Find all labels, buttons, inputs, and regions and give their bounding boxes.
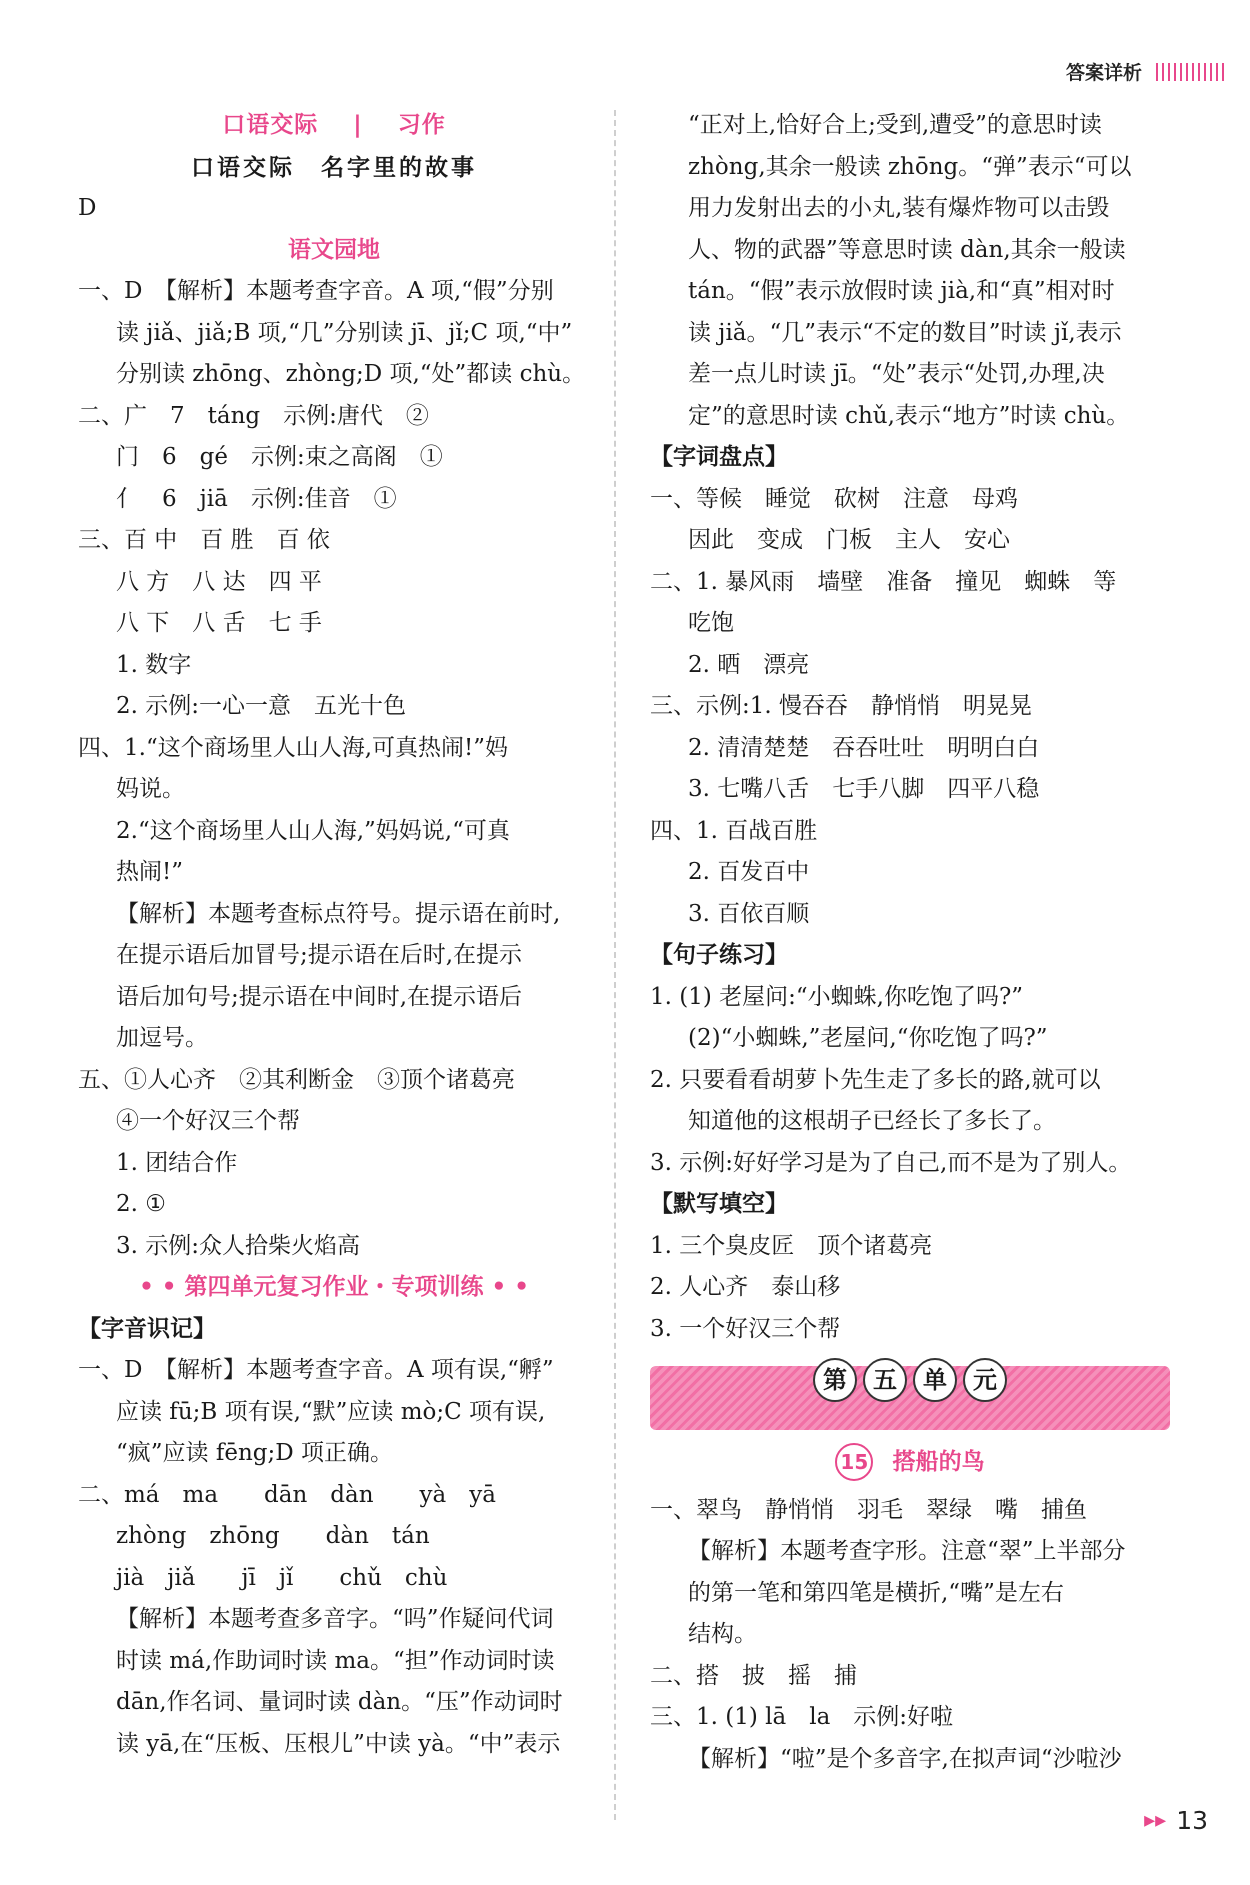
page-footer [1144,1806,1208,1835]
answer-line: 【解析】本题考查多音字。“吗”作疑问代词 [116,1606,554,1632]
answer-line: 应读 fū;B 项有误,“默”应读 mò;C 项有误, [116,1398,546,1425]
answer-line: 2. 晒 漂亮 [688,651,810,678]
answer-line: 三、示例:1. 慢吞吞 静悄悄 明晃晃 [650,693,1033,719]
answer-line: 分别读 zhōng、zhòng;D 项,“处”都读 chù。 [116,361,586,387]
answer-line: 一、等候 睡觉 砍树 注意 母鸡 [650,485,1018,512]
answer-line: dān,作名词、量词时读 dàn。“压”作动词时 [116,1689,563,1715]
answer-line: 亻 6 jiā 示例:佳音 ① [116,485,397,512]
answer-line: 2. 人心齐 泰山移 [650,1274,841,1300]
answer-line: 门 6 gé 示例:束之高阁 ① [116,444,443,470]
answer-line: 2. ① [116,1191,166,1217]
answer-line: 四、1.“这个商场里人山人海,可真热闹!”妈 [78,734,509,761]
left-lines2 [78,1350,590,1765]
right-lines-mo [650,1226,1170,1351]
answer-line: 定”的意思时读 chǔ,表示“地方”时读 chù。 [688,402,1130,429]
answer-line: 【解析】本题考查字形。注意“翠”上半部分 [688,1538,1126,1564]
answer-line: 五、①人心齐 ②其利断金 ③顶个诸葛亮 [78,1066,515,1093]
answer-line: 【解析】本题考查标点符号。提示语在前时, [116,900,561,927]
unit-char: 单 [913,1358,957,1402]
answer-line: 结构。 [688,1621,757,1647]
answer-line: tán。“假”表示放假时读 jià,和“真”相对时 [688,278,1115,304]
answer-line: 一、D 【解析】本题考查字音。A 项有误,“孵” [78,1357,554,1383]
answer-line: 吃饱 [688,610,734,636]
section-title-yuwen: 语文园地 [288,236,380,263]
answer-line: 1. 三个臭皮匠 顶个诸葛亮 [650,1232,933,1259]
heading-zici: 【字词盘点】 [650,444,788,470]
answer-line: 用力发射出去的小丸,装有爆炸物可以击毁 [688,195,1110,221]
answer-line: 语后加句号;提示语在中间时,在提示语后 [116,983,523,1010]
answer-line: 热闹!” [116,859,184,885]
answer-line: 3. 示例:好好学习是为了自己,而不是为了别人。 [650,1149,1132,1176]
right-lines-15 [650,1490,1170,1781]
answer-line: 因此 变成 门板 主人 安心 [688,527,1010,553]
answer-line: 妈说。 [116,776,185,802]
nav-writing: 习作 [397,112,446,138]
answer-line: (2)“小蜘蛛,”老屋问,“你吃饱了吗?” [688,1025,1048,1051]
answer-line: 一、D 【解析】本题考查字音。A 项,“假”分别 [78,278,554,304]
oral-subtitle: 口语交际 名字里的故事 [191,153,477,181]
answer-line: 在提示语后加冒号;提示语在后时,在提示 [116,942,523,968]
answer-line: 的第一笔和第四笔是横折,“嘴”是左右 [688,1579,1064,1606]
answer-line: 人、物的武器”等意思时读 dàn,其余一般读 [688,236,1126,263]
left-lines [78,271,590,1267]
unit-banner [650,1366,1170,1430]
header-title: 答案详析 [1065,62,1142,84]
answer-line: “疯”应读 fēng;D 项正确。 [116,1440,393,1466]
arrow-icon: ▸▸ [1144,1808,1167,1833]
answer-line: 加逗号。 [116,1025,208,1051]
answer-line: 1. (1) 老屋问:“小蜘蛛,你吃饱了吗?” [650,983,1024,1010]
nav-oral: 口语交际 [222,112,319,138]
unit-char: 五 [863,1358,907,1402]
heading-juzi: 【句子练习】 [650,942,788,968]
answer-line: 时读 má,作助词时读 ma。“担”作动词时读 [116,1647,555,1674]
column-divider [614,110,616,1820]
right-lines-ju [650,977,1170,1185]
answer-line: “正对上,恰好合上;受到,遭受”的意思时读 [688,112,1102,138]
page-header [1066,58,1228,85]
unit-char: 元 [963,1358,1007,1402]
left-column [78,105,590,1765]
answer-line: 八 方 八 达 四 平 [116,568,322,595]
right-column [650,105,1170,1780]
lesson-title [650,1442,1170,1484]
nav-separator: | [353,112,363,138]
answer-line: 二、1. 暴风雨 墙壁 准备 撞见 蜘蛛 等 [650,568,1117,595]
answer-line: 二、广 7 táng 示例:唐代 ② [78,402,429,429]
page-number: 13 [1176,1806,1208,1835]
unit-title [813,1358,1007,1402]
answer-line: 3. 百依百顺 [688,900,810,927]
answer-line: 2. 示例:一心一意 五光十色 [116,693,407,719]
answer-line: 【解析】“啦”是个多音字,在拟声词“沙啦沙 [688,1745,1122,1772]
answer-line: zhòng zhōng dàn tán [116,1523,430,1549]
answer-line: zhòng,其余一般读 zhōng。“弹”表示“可以 [688,153,1132,180]
right-lines-ci [650,479,1170,936]
answer-top: D [78,195,97,221]
answer-line: 2.“这个商场里人山人海,”妈妈说,“可真 [116,817,510,844]
answer-line: 2. 百发百中 [688,859,810,885]
answer-line: jià jiǎ jī jǐ chǔ chù [116,1564,448,1591]
header-stripes [1156,63,1228,81]
answer-line: 二、搭 披 摇 捕 [650,1662,857,1689]
answer-line: 3. 示例:众人拾柴火焰高 [116,1232,361,1259]
answer-line: 1. 数字 [116,651,192,678]
answer-line: 3. 七嘴八舌 七手八脚 四平八稳 [688,776,1040,802]
answer-line: 一、翠鸟 静悄悄 羽毛 翠绿 嘴 捕鱼 [650,1496,1087,1523]
section-title-review: • • 第四单元复习作业・专项训练 • • [139,1274,529,1300]
lesson-number: 15 [835,1443,873,1481]
section-nav [78,105,590,147]
answer-line: 八 下 八 舌 七 手 [116,610,322,636]
heading-moxie: 【默写填空】 [650,1191,788,1217]
lesson-name: 搭船的鸟 [892,1449,985,1475]
answer-line: 差一点儿时读 jī。“处”表示“处罚,办理,决 [688,361,1105,387]
unit-char: 第 [813,1358,857,1402]
right-lines [650,105,1170,437]
answer-line: 读 jiǎ。“几”表示“不定的数目”时读 jǐ,表示 [688,319,1122,346]
answer-line: 2. 清清楚楚 吞吞吐吐 明明白白 [688,734,1040,761]
answer-line: 知道他的这根胡子已经长了多长了。 [688,1108,1056,1134]
answer-line: ④一个好汉三个帮 [116,1108,300,1134]
answer-line: 3. 一个好汉三个帮 [650,1315,841,1342]
answer-line: 读 jiǎ、jiǎ;B 项,“几”分别读 jī、jǐ;C 项,“中” [116,319,573,346]
answer-line: 三、1. (1) lā la 示例:好啦 [650,1704,954,1730]
answer-line: 三、百 中 百 胜 百 依 [78,527,330,553]
answer-line: 二、má ma dān dàn yà yā [78,1481,496,1508]
answer-line: 1. 团结合作 [116,1149,238,1176]
heading-ziyin: 【字音识记】 [78,1315,216,1342]
answer-line: 读 yā,在“压板、压根儿”中读 yà。“中”表示 [116,1730,561,1757]
answer-line: 四、1. 百战百胜 [650,817,818,844]
answer-line: 2. 只要看看胡萝卜先生走了多长的路,就可以 [650,1066,1101,1093]
